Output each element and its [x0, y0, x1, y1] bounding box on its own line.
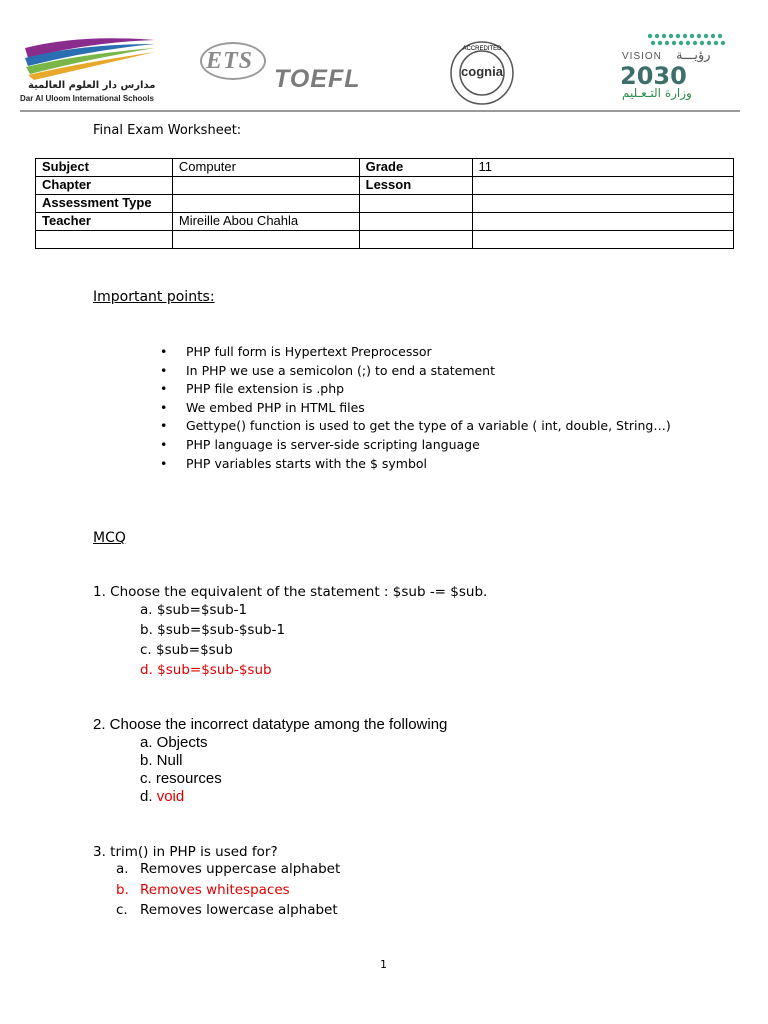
list-item	[160, 436, 671, 455]
worksheet-title: Final Exam Worksheet:	[93, 123, 242, 138]
table-row	[36, 195, 734, 213]
table-cell-value	[472, 195, 734, 213]
important-points-list	[160, 343, 671, 473]
bullet-icon: •	[160, 418, 168, 434]
list-item-text: We embed PHP in HTML files	[186, 399, 365, 415]
ets-toefl-logo	[200, 42, 380, 92]
page-number: 1	[380, 958, 387, 971]
table-cell-label	[359, 213, 472, 231]
question-2-option-c: c. resources	[140, 770, 222, 787]
bullet-icon: •	[160, 399, 168, 415]
question-3-option-c-letter: c.	[116, 902, 128, 918]
table-cell-label	[359, 195, 472, 213]
bullet-icon: •	[160, 362, 168, 378]
school-logo	[20, 36, 165, 104]
list-item	[160, 417, 671, 436]
vision-arabic: رؤيـــة	[676, 48, 711, 63]
question-2-option-a: a. Objects	[140, 734, 208, 751]
list-item-text: In PHP we use a semicolon (;) to end a statement	[186, 362, 496, 378]
question-3-option-a-letter: a.	[116, 861, 129, 877]
table-cell-value	[472, 231, 734, 249]
list-item	[160, 399, 671, 418]
table-cell-value: Computer	[172, 159, 359, 177]
school-name-arabic: مدارس دار العلوم العالمية	[28, 80, 156, 91]
bullet-icon: •	[160, 455, 168, 471]
bullet-icon: •	[160, 381, 168, 397]
list-item	[160, 455, 671, 474]
school-swoosh-icon	[20, 36, 160, 82]
table-row	[36, 213, 734, 231]
list-item-text: Gettype() function is used to get the type of a variable ( int, double, String…)	[186, 418, 671, 434]
question-2-option-b: b. Null	[140, 752, 183, 769]
table-cell-value	[172, 231, 359, 249]
list-item-text: PHP file extension is .php	[186, 381, 345, 397]
table-cell-value	[472, 177, 734, 195]
question-2-option-d	[140, 788, 184, 805]
table-cell-label	[36, 231, 173, 249]
question-1-option-d-answer: d. $sub=$sub-$sub	[140, 662, 272, 678]
question-1-option-b: b. $sub=$sub-$sub-1	[140, 622, 286, 638]
table-cell-value	[172, 195, 359, 213]
cognia-accredited-text: ACCREDITED	[462, 46, 502, 52]
list-item	[160, 343, 671, 362]
question-3-option-a: Removes uppercase alphabet	[140, 861, 341, 877]
question-2: 2. Choose the incorrect datatype among the following	[93, 716, 448, 733]
bullet-icon: •	[160, 344, 168, 359]
list-item	[160, 380, 671, 399]
important-points-heading: Important points:	[93, 289, 215, 305]
table-row	[36, 159, 734, 177]
table-cell-label: Subject	[36, 159, 173, 177]
header-rule	[20, 110, 740, 112]
list-item-text: PHP variables starts with the $ symbol	[186, 455, 428, 471]
table-cell-value	[472, 213, 734, 231]
question-3: 3. trim() in PHP is used for?	[93, 844, 278, 860]
table-cell-label: Teacher	[36, 213, 173, 231]
vision-dots-icon	[646, 32, 736, 48]
question-3-option-b-answer: Removes whitespaces	[140, 882, 290, 898]
table-cell-value: Mireille Abou Chahla	[172, 213, 359, 231]
toefl-label: TOEFL	[274, 65, 361, 93]
question-1: 1. Choose the equivalent of the statement : $sub -= $sub.	[93, 584, 488, 600]
list-item-text: PHP language is server-side scripting language	[186, 436, 480, 452]
table-cell-label: Assessment Type	[36, 195, 173, 213]
table-cell-label: Chapter	[36, 177, 173, 195]
list-item-text: PHP full form is Hypertext Preprocessor	[186, 344, 432, 359]
school-name-english: Dar Al Uloom International Schools	[20, 94, 154, 103]
question-3-option-b-letter: b.	[116, 882, 129, 898]
cognia-label: cognia	[461, 64, 503, 79]
cognia-seal	[449, 40, 515, 106]
question-2-answer: void	[156, 788, 185, 805]
info-table	[35, 158, 734, 249]
table-cell-label	[359, 231, 472, 249]
ministry-arabic: وزارة التـعـليم	[622, 86, 692, 100]
question-2-option-d-letter: d.	[140, 788, 153, 805]
bullet-icon: •	[160, 436, 168, 452]
table-cell-label: Grade	[359, 159, 472, 177]
table-cell-label: Lesson	[359, 177, 472, 195]
vision-2030-logo	[618, 32, 728, 102]
ets-label: ETS	[206, 48, 254, 74]
list-item	[160, 362, 671, 381]
mcq-heading: MCQ	[93, 530, 126, 546]
table-cell-value: 11	[472, 159, 734, 177]
table-row	[36, 177, 734, 195]
question-1-option-a: a. $sub=$sub-1	[140, 602, 248, 618]
table-cell-value	[172, 177, 359, 195]
table-row	[36, 231, 734, 249]
question-1-option-c: c. $sub=$sub	[140, 642, 233, 658]
question-3-option-c: Removes lowercase alphabet	[140, 902, 338, 918]
vision-year: 2030	[620, 62, 687, 90]
vision-label: VISION	[622, 51, 662, 62]
